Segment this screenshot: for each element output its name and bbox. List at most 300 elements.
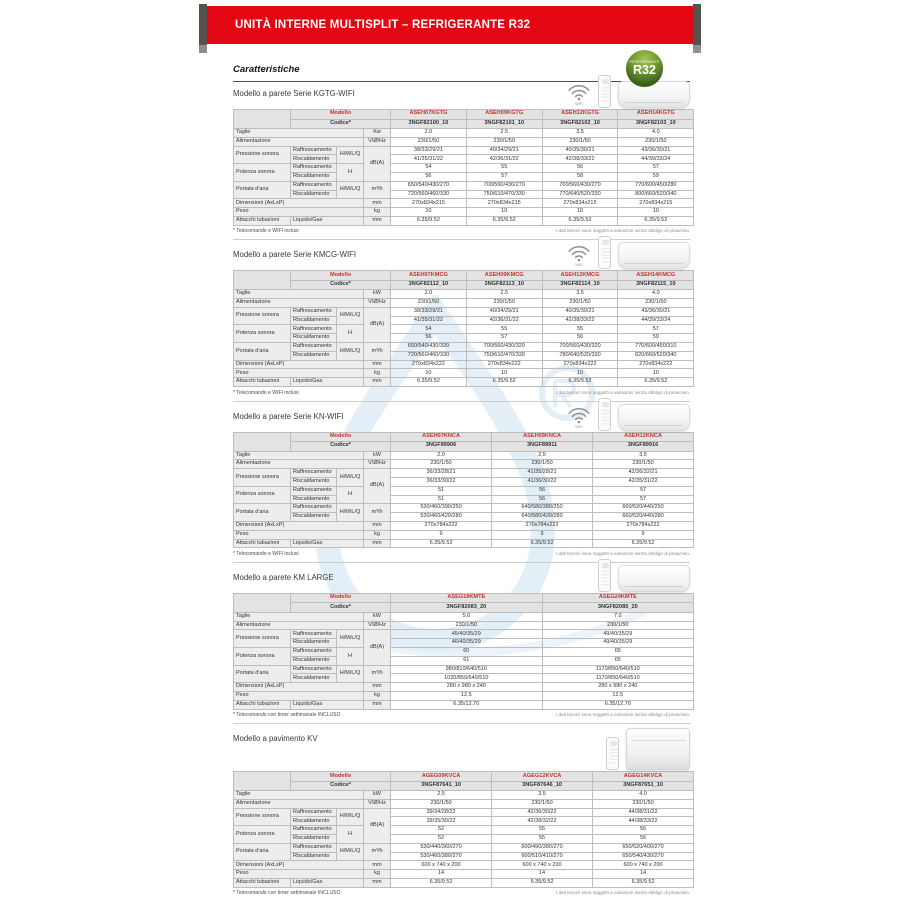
row-label-potenza: Potenza sonora [234,486,291,504]
spec-value: 43/36/30/21 [618,307,694,316]
unit-m3h: m³/h [364,843,391,861]
spec-value: 52 [391,826,492,835]
spec-value: 650/540/430/320 [391,343,467,352]
spec-value: 14 [391,870,492,879]
model-name: ASEH14KGTG [618,110,694,120]
unit-kw: Kw [364,129,391,138]
spec-table [233,109,694,226]
row-label-portata: Portata d'aria [234,843,291,861]
spec-value: 65 [542,647,694,656]
spec-value: 42/38/33/22 [542,316,618,325]
spec-value: 42/36/30/22 [492,808,593,817]
spec-value: 46/40/35/29 [391,639,543,648]
spec-cell: Raffrescamento [291,665,337,674]
spec-value: 59 [618,334,694,343]
spec-value: 270x834x215 [618,199,694,208]
spec-value: 55 [492,826,593,835]
unit-m3h: m³/h [364,504,391,522]
unit-m3h: m³/h [364,665,391,683]
spec-value: 6.35/9.52 [391,879,492,888]
row-label-dimensioni: Dimensioni (AxLxP) [234,360,364,369]
spec-cell [234,593,291,612]
row-label-dimensioni: Dimensioni (AxLxP) [234,199,364,208]
model-name: ASEH07KMCG [391,271,467,281]
unit-kw: kW [364,451,391,460]
spec-value: 230/1/50 [466,137,542,146]
row-label-taglie: Taglie [234,791,364,800]
spec-cell: Riscaldamento [291,477,337,486]
spec-value: 230/1/50 [492,799,593,808]
footnote-right: I dati tecnici sono soggetti a variazioni senza obbligo di preavviso. [555,550,690,556]
section-kmcg-wifi [233,243,690,398]
codice-header: Codice* [291,119,391,129]
row-label-dimensioni: Dimensioni (AxLxP) [234,521,364,530]
spec-cell: kg [364,208,391,217]
model-code: 3NGF82113_10 [466,280,542,290]
row-label-pressione: Pressione sonora [234,808,291,826]
spec-cell: Raffrescamento [291,486,337,495]
unit-m3h: m³/h [364,343,391,361]
footnote-left: * Telecomando con timer settimanale INCLUSO [233,712,341,719]
spec-value: 700/560/430/320 [466,343,542,352]
model-code: 3NGF82115_10 [618,280,694,290]
spec-value: 54 [391,325,467,334]
spec-cell: Raffrescamento [291,307,337,316]
spec-value: 700/560/430/320 [542,343,618,352]
spec-value: 14 [593,870,694,879]
spec-value: 6.35/9.52 [542,216,618,225]
model-name: ASEH09KMCG [466,271,542,281]
spec-table [233,593,694,710]
spec-cell: mm [364,521,391,530]
spec-value: 660/520/440/280 [593,513,694,522]
modello-header: Modello [291,432,391,442]
spec-value: 750/610/470/330 [466,351,542,360]
row-label-dimensioni: Dimensioni (AxLxP) [234,861,364,870]
spec-cell: Raffrescamento [291,647,337,656]
section-title: Modello a parete Serie KGTG-WIFI [233,89,355,98]
model-code: 3NGF82085_20 [542,603,694,613]
model-name: ASEH09KNCA [492,432,593,442]
section-title: Modello a pavimento KV [233,734,318,744]
row-label-attacchi: Attacchi tubazioni [234,700,291,709]
row-label-pressione: Pressione sonora [234,146,291,164]
spec-cell: kg [364,530,391,539]
footnote-left: * Telecomando e WIFI inclusi [233,389,299,396]
spec-cell: H/M/L/Q [337,146,364,164]
model-code: 3NGF82103_10 [618,119,694,129]
spec-cell: Raffrescamento [291,146,337,155]
model-name: ASEH12KGTG [542,110,618,120]
spec-value: 54 [391,164,467,173]
spec-value: 9 [593,530,694,539]
spec-value: 230/1/50 [542,299,618,308]
spec-cell: Raffrescamento [291,181,337,190]
spec-value: 3.5 [542,129,618,138]
spec-value: 65 [542,656,694,665]
spec-value: 1170/850/640/510 [542,665,694,674]
spec-cell: H [337,325,364,343]
row-label-pressione: Pressione sonora [234,630,291,648]
model-code: 3NGF82102_10 [542,119,618,129]
model-code: 3NGF89911 [492,442,593,452]
spec-table [233,432,694,549]
spec-cell: mm [364,216,391,225]
floor-unit-image [626,728,690,770]
spec-value: 270x834x222 [466,360,542,369]
spec-cell [234,110,291,129]
product-icons [567,75,690,108]
wifi-icon [567,245,591,267]
unit-dba: dB(A) [364,146,391,181]
unit-dba: dB(A) [364,808,391,843]
unit-m3h: m³/h [364,181,391,199]
unit-kw: kW [364,612,391,621]
spec-value: 40/35/30/21 [542,307,618,316]
spec-value: 230/1/50 [542,137,618,146]
spec-cell: kg [364,369,391,378]
spec-value: 2.0 [391,129,467,138]
row-label-alimentazione: Alimentazione [234,299,364,308]
spec-cell: Raffrescamento [291,826,337,835]
spec-value: 2.5 [466,290,542,299]
row-label-portata: Portata d'aria [234,343,291,361]
spec-value: 270x784x222 [492,521,593,530]
spec-cell [234,432,291,451]
section-title: Modello a parete Serie KMCG-WIFI [233,250,357,260]
spec-value: 5.0 [391,612,543,621]
row-label-peso: Peso [234,691,364,700]
spec-value: 10 [618,208,694,217]
spec-value: 55 [466,325,542,334]
remote-control-icon [598,236,611,269]
spec-value: 4.0 [618,129,694,138]
spec-value: 51 [391,486,492,495]
wifi-icon [567,407,591,429]
row-label-taglie: Taglie [234,612,364,621]
spec-value: 6.35/9.52 [391,378,467,387]
modello-header: Modello [291,772,391,782]
spec-value: 40/34/29/21 [466,307,542,316]
spec-cell: H/M/L/Q [337,630,364,648]
spec-table-slot [233,109,690,226]
spec-cell: Liquido/Gas [291,879,364,888]
spec-value: 49/40/35/29 [542,630,694,639]
model-name: ASEH07KGTG [391,110,467,120]
spec-value: 42/36/31/22 [466,155,542,164]
spec-cell: Riscaldamento [291,155,337,164]
spec-cell: Raffrescamento [291,343,337,352]
row-label-peso: Peso [234,530,364,539]
spec-value: 600 x 740 x 200 [391,861,492,870]
spec-cell [234,772,291,791]
wifi-label: WIFI [575,424,583,429]
spec-value: 51 [391,495,492,504]
spec-value: 57 [466,334,542,343]
r32-refrigerant-badge [626,50,663,87]
spec-cell: mm [364,199,391,208]
page-title: Caratteristiche [233,58,690,82]
remote-control-icon [606,737,619,770]
spec-value: 980/810/640/510 [391,665,543,674]
spec-cell: kg [364,870,391,879]
spec-value: 57 [466,172,542,181]
spec-value: 41/36/30/22 [492,477,593,486]
spec-value: 270x784x222 [391,521,492,530]
spec-cell [234,271,291,290]
codice-header: Codice* [291,781,391,791]
spec-table-slot [233,593,690,710]
spec-value: 720/560/460/330 [391,351,467,360]
spec-value: 270x834x222 [542,360,618,369]
model-code: 3NGF87641_10 [391,781,492,791]
model-code: 3NGF87646_10 [492,781,593,791]
row-label-attacchi: Attacchi tubazioni [234,216,291,225]
row-label-portata: Portata d'aria [234,181,291,199]
spec-cell: Riscaldamento [291,639,337,648]
model-code: 3NGF89916 [593,442,694,452]
spec-value: 3.5 [492,791,593,800]
spec-cell: H [337,164,364,182]
model-name: ASEH12KMCG [542,271,618,281]
spec-value: 56 [593,826,694,835]
spec-value: 720/560/460/330 [391,190,467,199]
spec-value: 1170/850/640/510 [542,674,694,683]
section-pavimento-kv [233,727,690,899]
spec-value: 41/35/31/22 [391,316,467,325]
model-name: AGEG14KVCA [593,772,694,782]
content-area [233,58,690,899]
wifi-label: WIFI [575,102,583,106]
spec-value: 41/35/28/21 [492,469,593,478]
spec-cell: H [337,647,364,665]
spec-value: 6.35/9.52 [593,539,694,548]
spec-value: 42/38/33/22 [542,155,618,164]
spec-table-slot [233,270,690,387]
badge-main-text: R32 [633,62,656,77]
spec-value: 56 [593,835,694,844]
spec-value: 52 [391,835,492,844]
spec-cell: Raffrescamento [291,808,337,817]
spec-value: 57 [593,486,694,495]
row-label-taglie: Taglie [234,290,364,299]
spec-value: 7.0 [542,612,694,621]
spec-value: 230/1/50 [391,460,492,469]
model-name: ASEG24KMTE [542,593,694,603]
row-label-peso: Peso [234,208,364,217]
spec-cell: kg [364,691,391,700]
spec-value: 58 [542,172,618,181]
spec-table-slot [233,771,690,888]
spec-cell: Riscaldamento [291,495,337,504]
row-label-portata: Portata d'aria [234,665,291,683]
spec-value: 41/35/31/22 [391,155,467,164]
spec-cell: mm [364,360,391,369]
spec-value: 6.35/9.52 [391,216,467,225]
spec-value: 60 [391,647,543,656]
spec-value: 1020/850/640/510 [391,674,543,683]
page-edge-right-shadow [693,45,701,53]
spec-value: 42/35/31/22 [593,477,694,486]
unit-kw: kW [364,290,391,299]
spec-value: 530/460/380/270 [391,852,492,861]
spec-value: 6.35/9.52 [618,216,694,225]
unit-vhz: V/Ø/Hz [364,621,391,630]
spec-value: 6.35/9.52 [618,378,694,387]
modello-header: Modello [291,271,391,281]
spec-value: 230/1/50 [391,299,467,308]
spec-cell: Liquido/Gas [291,539,364,548]
spec-value: 230/1/50 [466,299,542,308]
spec-value: 2.5 [492,451,593,460]
spec-value: 36/33/28/21 [391,469,492,478]
unit-dba: dB(A) [364,307,391,342]
row-label-potenza: Potenza sonora [234,164,291,182]
spec-value: 43/36/30/21 [618,146,694,155]
spec-value: 42/38/32/22 [492,817,593,826]
spec-cell: Riscaldamento [291,172,337,181]
spec-value: 61 [391,656,543,665]
spec-value: 660/520/440/250 [593,504,694,513]
row-label-peso: Peso [234,870,364,879]
spec-value: 10 [466,208,542,217]
footnote-left: * Telecomando e WIFI inclusi [233,228,299,235]
spec-value: 56 [542,164,618,173]
model-code: 3NGF89906 [391,442,492,452]
spec-cell: H/M/L/Q [337,181,364,199]
spec-value: 6.35/9.52 [466,216,542,225]
product-icons [567,398,690,431]
row-label-dimensioni: Dimensioni (AxLxP) [234,683,364,692]
spec-value: 230/1/50 [593,460,694,469]
spec-cell: mm [364,700,391,709]
model-name: ASEH07KNCA [391,432,492,442]
spec-value: 45/40/35/29 [391,630,543,639]
page-edge-left [199,4,207,45]
spec-cell: mm [364,861,391,870]
spec-cell: H/M/L/Q [337,843,364,861]
spec-cell: Riscaldamento [291,656,337,665]
row-label-attacchi: Attacchi tubazioni [234,879,291,888]
spec-value: 39/34/28/22 [391,808,492,817]
remote-control-icon [598,75,611,108]
spec-value: 12.5 [391,691,543,700]
spec-value: 6.35/9.52 [542,378,618,387]
spec-value: 230/1/50 [391,799,492,808]
spec-cell: Riscaldamento [291,835,337,844]
spec-value: 750/610/470/330 [466,190,542,199]
row-label-taglie: Taglie [234,129,364,138]
spec-value: 270x834x222 [618,360,694,369]
spec-value: 820/660/520/340 [618,351,694,360]
spec-cell: Raffrescamento [291,630,337,639]
spec-value: 600 x 740 x 200 [492,861,593,870]
spec-value: 6.35/9.52 [492,879,593,888]
spec-cell: Riscaldamento [291,190,337,199]
spec-value: 39/35/30/22 [391,817,492,826]
spec-value: 770/640/520/330 [542,190,618,199]
spec-value: 280 x 980 x 240 [391,683,543,692]
section-title: Modello a parete Serie KN-WIFI [233,411,344,421]
spec-cell: H/M/L/Q [337,808,364,826]
spec-value: 650/520/400/270 [593,843,694,852]
spec-cell: Raffrescamento [291,164,337,173]
spec-value: 40/35/30/21 [542,146,618,155]
model-name: ASEH12KNCA [593,432,694,442]
spec-value: 270x784x222 [593,521,694,530]
codice-header: Codice* [291,603,391,613]
spec-value: 3.5 [542,290,618,299]
spec-value: 700/560/430/270 [542,181,618,190]
spec-value: 42/36/32/21 [593,469,694,478]
row-label-pressione: Pressione sonora [234,307,291,325]
spec-value: 270x834x215 [391,199,467,208]
spec-cell: Riscaldamento [291,674,337,683]
row-label-alimentazione: Alimentazione [234,799,364,808]
spec-value: 56 [391,334,467,343]
spec-value: 530/460/420/280 [391,513,492,522]
row-label-potenza: Potenza sonora [234,325,291,343]
spec-cell: Liquido/Gas [291,700,364,709]
unit-vhz: V/Ø/Hz [364,137,391,146]
spec-table [233,270,694,387]
spec-cell: Raffrescamento [291,504,337,513]
row-label-pressione: Pressione sonora [234,469,291,487]
section-kn-wifi [233,405,690,560]
spec-value: 44/38/31/22 [593,808,694,817]
footnote-left: * Telecomando con timer settimanale INCLUSO [233,890,341,897]
spec-value: 44/38/33/22 [593,817,694,826]
spec-value: 10 [466,369,542,378]
unit-vhz: V/Ø/Hz [364,460,391,469]
spec-value: 38/33/29/21 [391,307,467,316]
product-icons [606,728,690,770]
row-label-portata: Portata d'aria [234,504,291,522]
spec-cell: Riscaldamento [291,817,337,826]
spec-cell: mm [364,683,391,692]
spec-value: 57 [618,164,694,173]
spec-value: 4.0 [618,290,694,299]
spec-value: 2.5 [391,791,492,800]
spec-value: 600/510/410/270 [492,852,593,861]
spec-value: 42/36/31/22 [466,316,542,325]
spec-cell: H/M/L/Q [337,343,364,361]
model-code: 3NGF82101_10 [466,119,542,129]
spec-value: 230/1/50 [391,137,467,146]
spec-value: 9 [492,530,593,539]
model-code: 3NGF82100_10 [391,119,467,129]
spec-cell: mm [364,378,391,387]
spec-value: 55 [542,325,618,334]
spec-value: 56 [492,486,593,495]
spec-value: 230/1/50 [593,799,694,808]
badge-top-text: REFRIGERANTE [629,59,660,64]
codice-header: Codice* [291,280,391,290]
spec-value: 6.35/9.52 [466,378,542,387]
spec-value: 10 [391,369,467,378]
row-label-alimentazione: Alimentazione [234,137,364,146]
spec-value: 10 [618,369,694,378]
unit-vhz: V/Ø/Hz [364,299,391,308]
spec-value: 530/460/390/250 [391,504,492,513]
row-label-taglie: Taglie [234,451,364,460]
spec-value: 9 [391,530,492,539]
spec-value: 770/600/450/310 [618,343,694,352]
spec-cell: Riscaldamento [291,334,337,343]
section-divider [233,723,690,724]
row-label-attacchi: Attacchi tubazioni [234,378,291,387]
spec-value: 270x834x215 [542,199,618,208]
